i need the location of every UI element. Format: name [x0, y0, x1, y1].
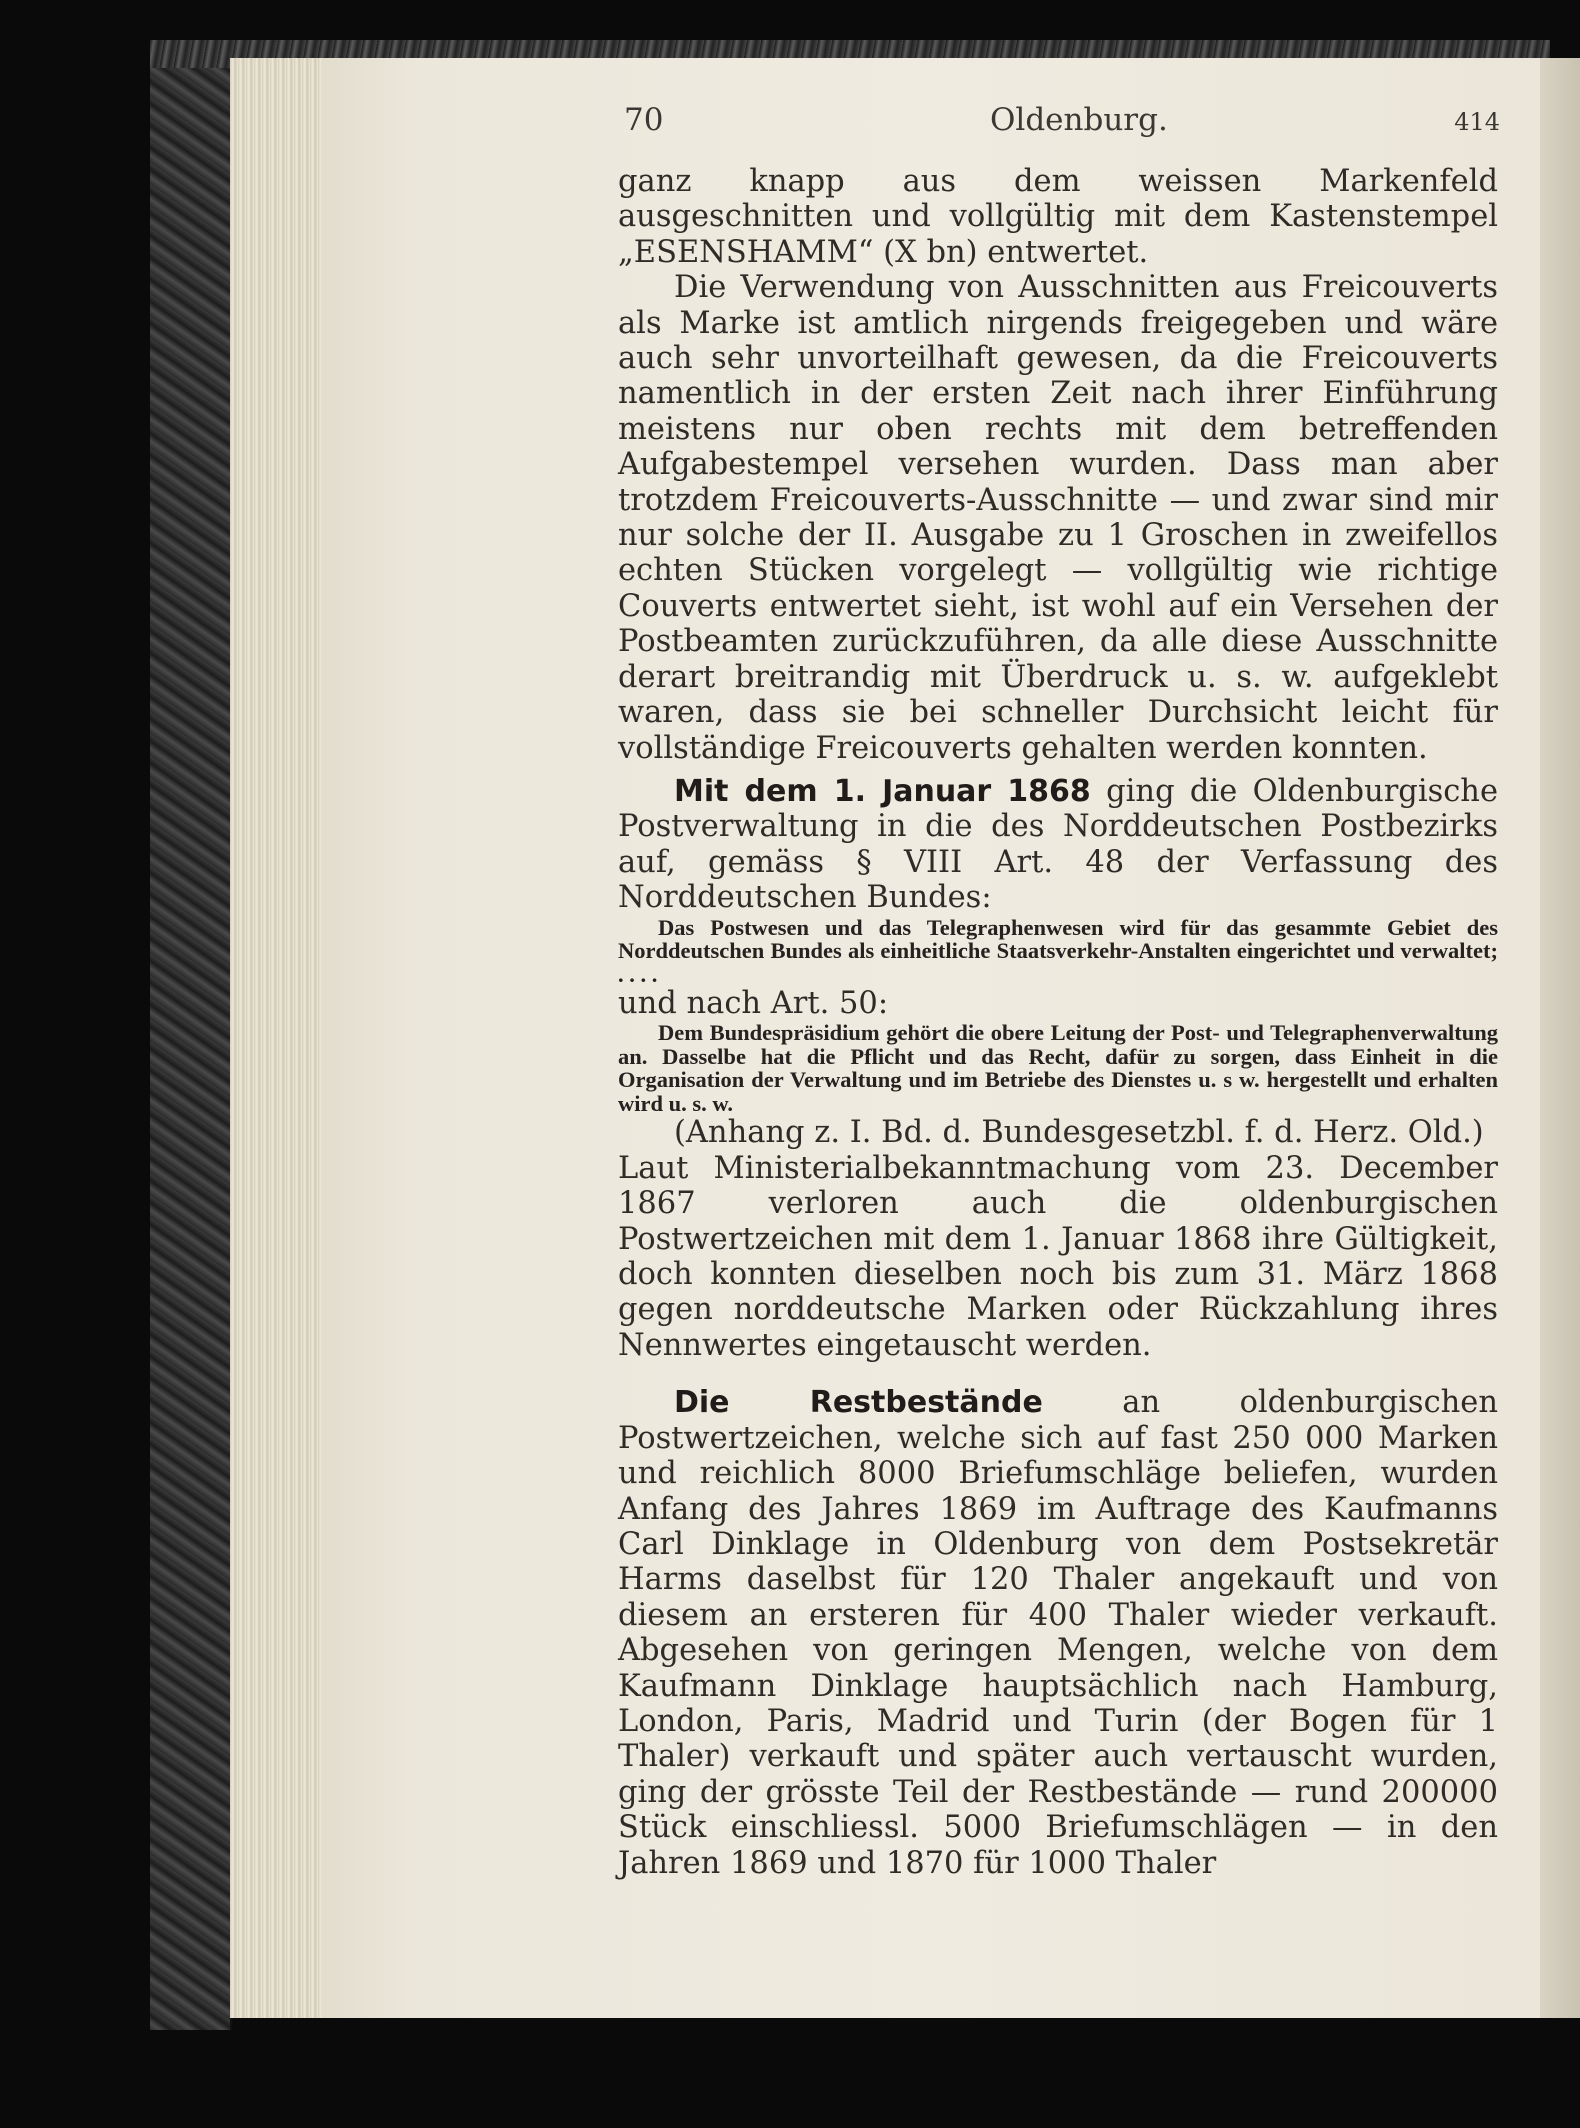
folio-number: 414: [1454, 108, 1500, 136]
section-heading-1868: Mit dem 1. Januar 1868: [674, 773, 1091, 809]
section-heading-restbestaende: Die Restbestände: [674, 1385, 1043, 1421]
paragraph-2: Die Verwendung von Ausschnitten aus Freicouverts als Marke ist amtlich nirgends freigegeben und wäre auch sehr unvorteilhaft gewesen, da die Freicouverts namentlich in der ersten Zeit nach ihrer Einführung meistens nur oben rechts mit dem betreffenden Aufgabestempel versehen wurden. Dass man aber trotzdem Freicouverts-Ausschnitte — und zwar sind mir nur solche der II. Ausgabe zu 1 Groschen in zweifellos echten Stücken vorgelegt — vollgültig wie richtige Couverts entwertet sieht, ist wohl auf ein Versehen der Postbeamten zurückzuführen, da alle diese Ausschnitte derart breitrandig mit Überdruck u. s. w. aufgeklebt waren, dass sie bei schneller Durchsicht leicht für vollständige Freicouverts gehalten werden konnten.: [618, 270, 1498, 766]
quote-art-48: Das Postwesen und das Telegraphenwesen wird für das gesammte Gebiet des Norddeutschen Bundes als einheitliche Staatsverkehr-Anstalten eingerichtet und verwaltet; . . . .: [618, 914, 1498, 987]
running-head: [322, 102, 1540, 152]
paragraph-3: [618, 774, 1498, 916]
page-number: 70: [624, 102, 664, 138]
book-page: [322, 58, 1540, 2018]
paragraph-4: und nach Art. 50:: [618, 986, 889, 1022]
paragraph-1: ganz knapp aus dem weissen Markenfeld ausgeschnitten und vollgültig mit dem Kastenstempel „ESENSHAMM“ (X bn) entwertet.: [618, 164, 1498, 270]
quote-art-50: Dem Bundespräsidium gehört die obere Leitung der Post- und Telegraphenverwaltung an. Dasselbe hat die Pflicht und das Recht, dafür zu sorgen, dass Einheit in die Organisation der Verwaltung und im Betriebe des Dienstes u. s w. hergestellt und erhalten wird u. s. w.: [618, 1020, 1498, 1116]
book-binding: [150, 40, 232, 2030]
paragraph-7: [618, 1385, 1498, 1881]
page-edges: [230, 58, 322, 2018]
paragraph-7-text: an oldenburgischen Postwertzeichen, welche sich auf fast 250 000 Marken und reichlich 8000 Briefumschläge beliefen, wurden Anfang des Jahres 1869 im Auftrage des Kaufmanns Carl Dinklage in Oldenburg von dem Postsekretär Harms daselbst für 120 Thaler angekauft und von diesem an ersteren für 400 Thaler wieder verkauft. Abgesehen von geringen Mengen, welche von dem Kaufmann Dinklage hauptsächlich nach Hamburg, London, Paris, Madrid und Turin (der Bogen für 1 Thaler) verkauft und später auch vertauscht wurden, ging der grösste Teil der Restbestände — rund 200000 Stück einschliessl. 5000 Briefumschlägen — in den Jahren 1869 und 1870 für 1000 Thaler: [618, 1385, 1498, 1881]
running-title: Oldenburg.: [990, 102, 1168, 138]
citation: (Anhang z. I. Bd. d. Bundesgesetzbl. f. d. Herz. Old.): [674, 1115, 1484, 1151]
paragraph-6: Laut Ministerialbekanntmachung vom 23. December 1867 verloren auch die oldenburgischen Postwertzeichen mit dem 1. Januar 1868 ihre Gültigkeit, doch konnten dieselben noch bis zum 31. März 1868 gegen norddeutsche Marken oder Rückzahlung ihres Nennwertes eingetauscht werden.: [618, 1150, 1498, 1363]
paragraph-3-text: ging die Oldenburgische Postverwaltung in die des Norddeutschen Postbezirks auf, gemäss § VIII Art. 48 der Verfassung des Norddeutschen Bundes:: [618, 773, 1499, 916]
facing-page-edge: [1540, 58, 1580, 2018]
body-text: [618, 164, 1498, 1881]
